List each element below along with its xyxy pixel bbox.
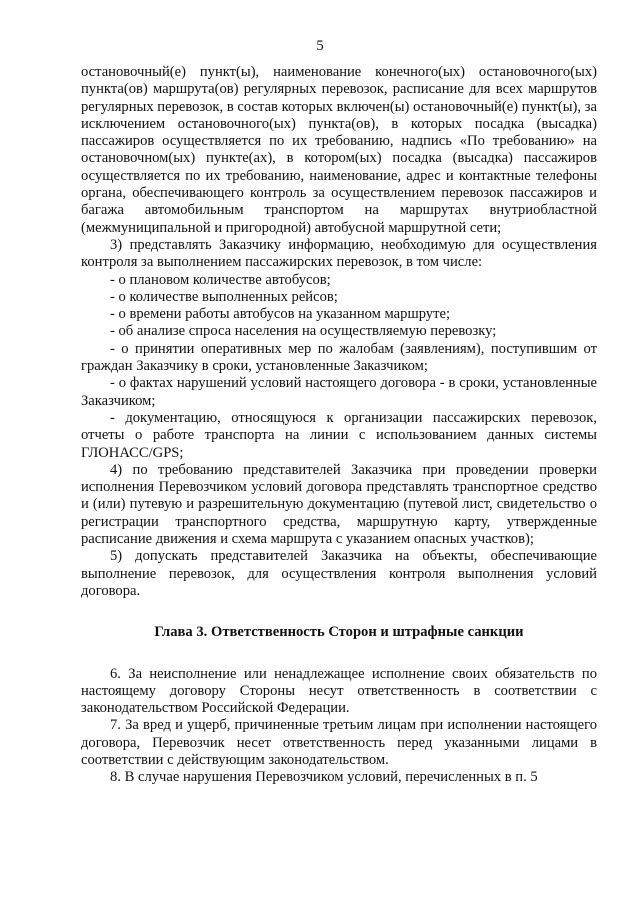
chapter-heading: Глава 3. Ответственность Сторон и штрафные санкции	[154, 624, 524, 641]
paragraph-item-3: 3) представлять Заказчику информацию, необходимую для осуществления контроля за выполнением пассажирских перевозок, в том числе:	[81, 236, 597, 271]
paragraph-clause-7: 7. За вред и ущерб, причиненные третьим лицам при исполнении настоящего договора, Перевозчик несет ответственность перед указанными лицами в соответствии с действующим законодательством.	[81, 717, 597, 768]
list-item: - документацию, относящуюся к организации пассажирских перевозок, отчеты о работе транспорта на линии с использованием данных системы ГЛОНАСС/GPS;	[81, 409, 597, 461]
list-item: - о фактах нарушений условий настоящего договора - в сроки, установленные Заказчиком;	[81, 375, 597, 409]
paragraph-item-4: 4) по требованию представителей Заказчика при проведении проверки исполнения Перевозчиком условий договора представлять транспортное средство и (или) путевую и разрешительную документацию (путевой лист, свидетельство о регистрации транспортного средства, маршрутную карту, утвержденные расписание движения и схема маршрута с указанием опасных участков);	[81, 461, 597, 548]
list-item: - о времени работы автобусов на указанном маршруте;	[110, 306, 451, 323]
page-number: 5	[316, 38, 324, 54]
paragraph-clause-6: 6. За неисполнение или ненадлежащее исполнение своих обязательств по настоящему договору Стороны несут ответственность в соответствии с законодательством Российской Федерации.	[81, 665, 597, 717]
paragraph-item-5: 5) допускать представителей Заказчика на объекты, обеспечивающие выполнение перевозок, для осуществления контроля выполнения условий договора.	[81, 548, 597, 599]
list-item: - о принятии оперативных мер по жалобам (заявлениям), поступившим от граждан Заказчику в сроки, установленные Заказчиком;	[81, 340, 597, 375]
paragraph-continuation: остановочный(е) пункт(ы), наименование конечного(ых) остановочного(ых) пункта(ов) маршрута(ов) регулярных перевозок, расписание для всех маршрутов регулярных перевозок, в состав которых включен(ы) остановочный(е) пункт(ы), за исключением остановочного(ых) пункта(ов), в которых посадка (высадка) пассажиров осуществляется по их требованию, надпись «По требованию» на остановочном(ых) пункте(ах), в котором(ых) посадка (высадка) пассажиров осуществляется по их требованию, наименование, адрес и контактные телефоны органа, обеспечивающего контроль за осуществлением перевозок пассажиров и багажа автомобильным транспортом на маршрутах внутриобластной (межмуниципальной и пригородной) автобусной маршрутной сети;	[81, 64, 597, 236]
list-item: - о количестве выполненных рейсов;	[110, 288, 338, 305]
document-body	[81, 64, 597, 787]
paragraph-clause-8: 8. В случае нарушения Перевозчиком условий, перечисленных в п. 5	[110, 769, 538, 786]
list-item: - о плановом количестве автобусов;	[110, 271, 331, 288]
list-item: - об анализе спроса населения на осуществляемую перевозку;	[110, 323, 497, 340]
